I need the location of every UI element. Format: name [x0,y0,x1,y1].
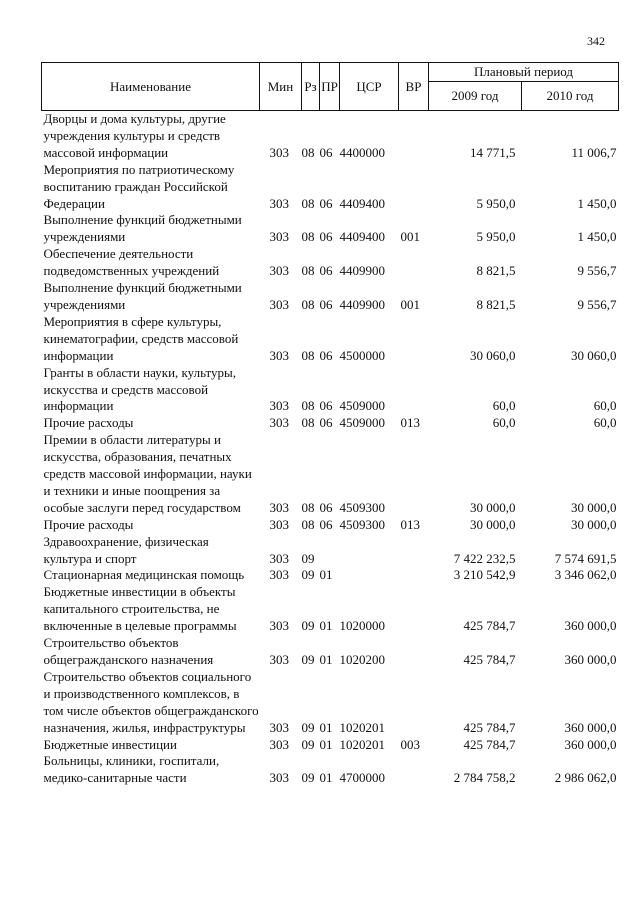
row-name: Дворцы и дома культуры, другие учреждения культуры и средств массовой информации [43,111,226,160]
row-pr: 06 [319,263,333,279]
row-min: 303 [269,618,289,634]
row-name: Бюджетные инвестиции в объекты капитального строительства, не включенные в целевые программы [43,584,237,634]
row-amount-2009: 3 210 542,9 [453,567,516,583]
row-amount-2010: 60,0 [593,398,617,414]
row-rz: 08 [301,398,315,414]
row-min: 303 [269,499,289,515]
row-amount-2009: 8 821,5 [476,263,516,279]
row-min: 303 [269,415,289,431]
header-pr: ПР [320,63,340,111]
row-csr: 4409900 [339,263,385,279]
header-csr: ЦСР [340,63,399,111]
table-row [42,415,619,432]
row-vr [399,314,429,365]
header-year-2010: 2010 год [522,82,619,111]
table-row [42,314,619,365]
row-pr: 01 [319,736,333,752]
row-rz: 09 [301,618,315,634]
row-amount-2009: 425 784,7 [463,618,516,634]
row-vr: 003 [400,736,420,752]
row-csr: 4409400 [339,195,385,211]
row-vr [399,246,429,280]
row-min: 303 [269,550,289,566]
row-pr: 06 [319,229,333,245]
row-name: Строительство объектов социального и производственного комплексов, в том числе объектов общегражданского назначения, жилья, инфраструктуры [43,668,259,735]
row-min: 303 [269,516,289,532]
table-row [42,280,619,314]
row-vr: 013 [400,415,420,431]
row-amount-2009: 14 771,5 [470,144,516,160]
row-amount-2010: 7 574 691,5 [554,550,617,566]
row-amount-2009: 8 821,5 [476,296,516,312]
table-row [42,365,619,416]
row-name: Стационарная медицинская помощь [43,567,245,583]
row-vr [399,635,429,669]
row-amount-2010: 360 000,0 [564,736,617,752]
table-row [42,669,619,737]
row-csr: 4509300 [339,499,385,515]
row-min: 303 [269,736,289,752]
row-min: 303 [269,719,289,735]
row-pr: 06 [319,516,333,532]
row-min: 303 [269,263,289,279]
row-pr: 06 [319,347,333,363]
row-amount-2009: 5 950,0 [476,229,516,245]
row-rz: 08 [301,415,315,431]
row-amount-2010: 9 556,7 [577,296,617,312]
row-amount-2010: 9 556,7 [577,263,617,279]
row-name: Мероприятия по патриотическому воспитанию граждан Российской Федерации [43,161,235,211]
row-name: Прочие расходы [43,516,134,532]
header-rz: Рз [302,63,320,111]
row-min: 303 [269,567,289,583]
table-row [42,567,619,584]
row-amount-2010: 30 000,0 [571,499,617,515]
row-amount-2010: 11 006,7 [571,144,617,160]
row-amount-2009: 7 422 232,5 [453,550,516,566]
table-row [42,737,619,754]
row-csr: 1020201 [339,736,385,752]
row-rz: 09 [301,736,315,752]
table-row [42,162,619,213]
row-csr: 4409900 [339,296,385,312]
row-amount-2010: 1 450,0 [577,195,617,211]
row-min: 303 [269,296,289,312]
row-csr: 1020201 [339,719,385,735]
row-amount-2010: 3 346 062,0 [554,567,617,583]
row-csr: 1020200 [339,652,385,667]
row-pr: 06 [319,195,333,211]
row-amount-2009: 2 784 758,2 [453,770,516,786]
row-rz: 09 [301,719,315,735]
table-body [42,111,619,788]
row-rz: 09 [301,550,315,566]
header-year-2009: 2009 год [429,82,522,111]
row-rz: 08 [301,296,315,312]
row-name: Строительство объектов общегражданского назначения [43,635,214,667]
row-csr: 4400000 [339,144,385,160]
header-vr: ВР [399,63,429,111]
row-pr: 06 [319,415,333,431]
row-csr: 4509300 [339,516,385,532]
row-csr [340,534,399,568]
row-amount-2010: 360 000,0 [564,719,617,735]
row-amount-2009: 425 784,7 [463,719,516,735]
header-planning-period: Плановый период [429,63,619,82]
row-amount-2009: 425 784,7 [463,652,516,667]
row-pr: 01 [319,567,333,583]
row-vr [399,111,429,162]
row-amount-2010: 360 000,0 [564,618,617,634]
row-amount-2009: 5 950,0 [476,195,516,211]
row-pr: 06 [319,144,333,160]
row-csr: 4509000 [339,398,385,414]
header-name: Наименование [42,63,260,111]
row-min: 303 [269,770,289,786]
row-rz: 09 [301,652,315,667]
row-amount-2009: 425 784,7 [463,736,516,752]
row-rz: 08 [301,347,315,363]
row-amount-2009: 60,0 [492,398,516,414]
row-vr: 001 [400,229,420,245]
row-pr: 01 [319,618,333,634]
row-vr [399,432,429,517]
row-amount-2009: 30 000,0 [470,516,516,532]
row-csr: 1020000 [339,618,385,634]
row-vr [399,753,429,787]
row-min: 303 [269,195,289,211]
row-amount-2010: 60,0 [593,415,617,431]
table-row [42,584,619,635]
row-pr [320,534,340,568]
row-pr: 06 [319,296,333,312]
row-name: Выполнение функций бюджетными учреждениями [43,280,242,312]
row-vr [399,584,429,635]
row-vr [399,567,429,584]
row-rz: 08 [301,229,315,245]
row-name: Здравоохранение, физическая культура и спорт [43,533,209,566]
row-csr [340,567,399,584]
row-csr: 4509000 [339,415,385,431]
row-name: Бюджетные инвестиции [43,736,177,752]
row-min: 303 [269,398,289,414]
table-row [42,517,619,534]
table-row [42,534,619,568]
header-min: Мин [260,63,302,111]
table-row [42,212,619,246]
row-amount-2010: 1 450,0 [577,229,617,245]
row-min: 303 [269,347,289,363]
row-vr [399,162,429,213]
row-vr [399,534,429,568]
row-csr: 4500000 [339,347,385,363]
row-amount-2009: 30 000,0 [470,499,516,515]
row-rz: 08 [301,144,315,160]
row-vr [399,669,429,737]
row-pr: 01 [319,770,333,786]
row-rz: 08 [301,499,315,515]
row-name: Мероприятия в сфере культуры, кинематографии, средств массовой информации [43,313,239,363]
row-name: Гранты в области науки, культуры, искусства и средств массовой информации [43,364,236,414]
page-number: 342 [587,34,605,48]
row-name: Выполнение функций бюджетными учреждениями [43,212,242,245]
row-amount-2010: 30 000,0 [571,516,617,532]
row-amount-2010: 2 986 062,0 [554,770,617,786]
row-pr: 06 [319,398,333,414]
row-min: 303 [269,652,289,667]
row-amount-2010: 30 060,0 [571,347,617,363]
row-min: 303 [269,229,289,245]
row-name: Больницы, клиники, госпитали, медико-санитарные части [43,753,220,786]
row-name: Премии в области литературы и искусства, образования, печатных средств массовой информации, науки и техники и иные поощрения за особые заслуги перед государством [43,432,252,515]
table-row [42,753,619,787]
table-row [42,635,619,669]
table-row [42,432,619,517]
row-rz: 08 [301,516,315,532]
row-rz: 08 [301,263,315,279]
budget-table [41,62,619,787]
row-pr: 01 [319,652,333,667]
row-rz: 09 [301,770,315,786]
row-rz: 09 [301,567,315,583]
row-vr: 013 [400,516,420,532]
row-name: Обеспечение деятельности подведомственных учреждений [43,246,220,279]
row-csr: 4700000 [339,770,385,786]
table-row [42,111,619,162]
table-row [42,246,619,280]
row-vr [399,365,429,416]
row-amount-2009: 60,0 [492,415,516,431]
row-csr: 4409400 [339,229,385,245]
row-pr: 01 [319,719,333,735]
row-rz: 08 [301,195,315,211]
row-min: 303 [269,144,289,160]
row-amount-2010: 360 000,0 [564,652,617,667]
row-vr: 001 [400,296,420,312]
row-pr: 06 [319,499,333,515]
row-amount-2009: 30 060,0 [470,347,516,363]
row-name: Прочие расходы [43,415,134,431]
